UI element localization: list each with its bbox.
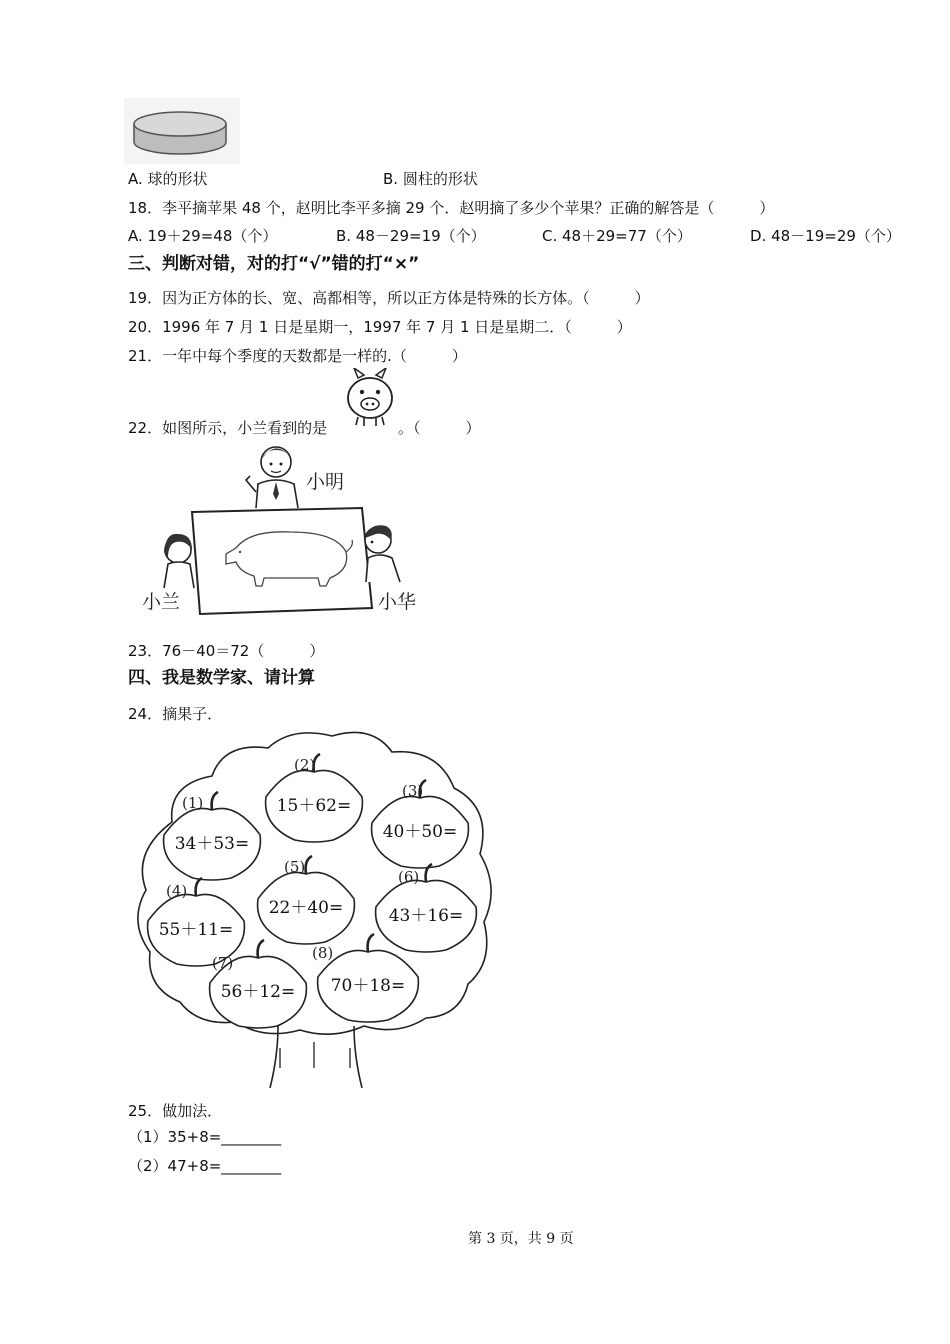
apple-expression: 56＋12=: [220, 982, 296, 1002]
boy-xiaohua-figure: [365, 525, 400, 582]
q25-title: 25．做加法．: [128, 1102, 223, 1120]
label-xiaoming: 小明: [306, 471, 345, 493]
apple-expression: 55＋11=: [158, 920, 234, 940]
q17-option-a: A. 球的形状: [128, 170, 208, 188]
q20-text: 20．1996 年 7 月 1 日是星期一，1997 年 7 月 1 日是星期二．（ ）: [128, 318, 632, 336]
page-footer: 第 3 页，共 9 页: [468, 1231, 574, 1247]
q22-suffix: 。（ ）: [398, 419, 481, 437]
q18-option-a: A. 19＋29=48（个）: [128, 227, 278, 245]
q25-item-1: （1）35+8=________: [128, 1128, 282, 1146]
apple-number: (2): [294, 756, 316, 774]
cylinder-figure: [124, 98, 240, 164]
q22-prefix: 22．如图所示，小兰看到的是: [128, 419, 328, 437]
q18-option-c: C. 48＋29=77（个）: [542, 227, 692, 245]
q23-text: 23．76－40＝72（ ）: [128, 642, 325, 660]
section3-title: 三、判断对错，对的打“√”错的打“×”: [128, 254, 420, 274]
q18-option-b: B. 48－29=19（个）: [336, 227, 486, 245]
q22-scene-figure: [140, 440, 440, 620]
q18-question: 18．李平摘苹果 48 个，赵明比李平多摘 29 个．赵明摘了多少个苹果？正确的解答是（ ）: [128, 199, 775, 217]
apple-number: (3): [402, 782, 424, 800]
apple-number: (1): [182, 794, 204, 812]
apple-number: (5): [284, 858, 306, 876]
apple-expression: 34＋53=: [174, 834, 250, 854]
section4-title: 四、我是数学家、请计算: [128, 668, 315, 688]
q19-text: 19．因为正方体的长、宽、高都相等，所以正方体是特殊的长方体。（ ）: [128, 289, 650, 307]
apple-number: (6): [398, 868, 420, 886]
apple-number: (8): [312, 944, 334, 962]
apple-expression: 40＋50=: [382, 822, 458, 842]
apple-expression: 15＋62=: [276, 796, 352, 816]
pig-face-icon: [344, 368, 396, 428]
apple-expression: 22＋40=: [268, 898, 344, 918]
q21-text: 21．一年中每个季度的天数都是一样的.（ ）: [128, 347, 467, 365]
apple-expression: 70＋18=: [330, 976, 406, 996]
label-xiaolan: 小兰: [142, 591, 181, 613]
label-xiaohua: 小华: [378, 591, 417, 613]
boy-xiaoming-figure: [246, 447, 298, 508]
q17-option-b: B. 圆柱的形状: [383, 170, 478, 188]
q25-item-2: （2）47+8=________: [128, 1157, 282, 1175]
apple-tree-figure: [128, 726, 500, 1094]
apple-expression: 43＋16=: [388, 906, 464, 926]
apple-number: (4): [166, 882, 188, 900]
q18-option-d: D. 48－19=29（个）: [750, 227, 901, 245]
girl-xiaolan-figure: [164, 534, 194, 588]
apple-number: (7): [212, 954, 234, 972]
q24-title: 24．摘果子．: [128, 705, 223, 723]
